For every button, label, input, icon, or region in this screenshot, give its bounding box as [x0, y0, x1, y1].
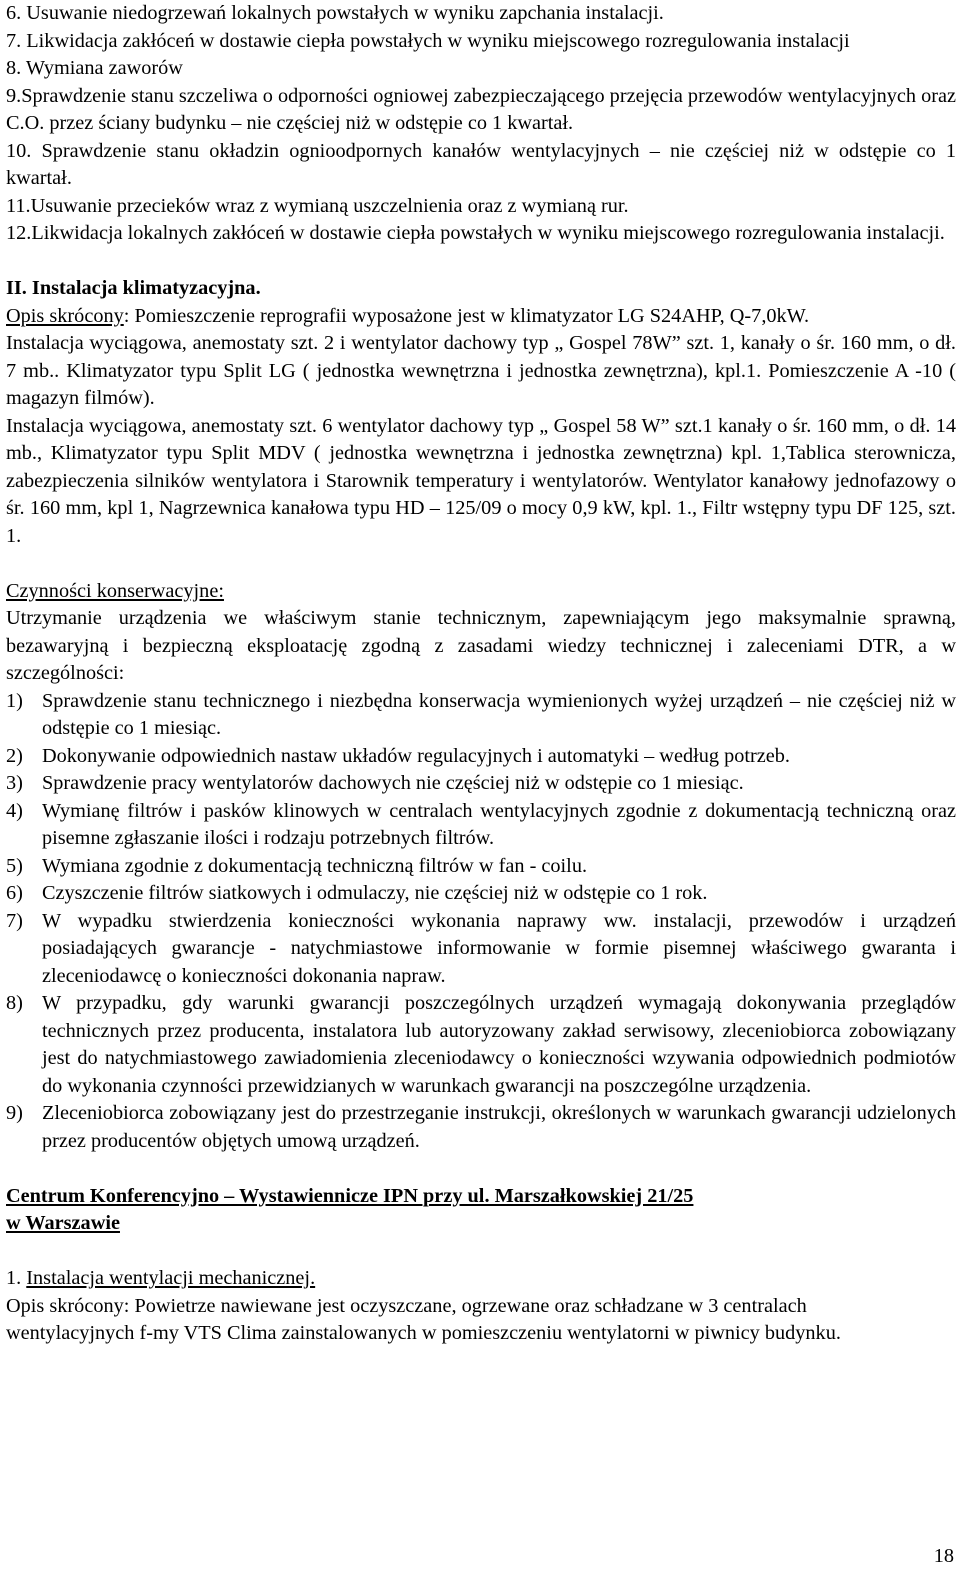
list-item-text: W przypadku, gdy warunki gwarancji poszczególnych urządzeń wymagają dokonywania przeglądów technicznych przez producenta, instalatora lub autoryzowany zakład serwisowy, zleceniobiorca zobowiązany jest do natychmiastowego zawiadomienia zleceniodawcy o konieczności wzywania odpowiednich podmiotów do wykonania czynności przewidzianych w warunkach gwarancji na poszczególne urządzenia.	[42, 992, 956, 1097]
list-item-text: Sprawdzenie stanu technicznego i niezbędna konserwacja wymienionych wyżej urządzeń – nie częściej niż w odstępie co 1 miesiąc.	[42, 689, 956, 739]
centrum-subheading	[6, 1265, 956, 1293]
page-number: 18	[933, 1545, 954, 1567]
list-item-6: 6. Usuwanie niedogrzewań lokalnych powstałych w wyniku zapchania instalacji.	[6, 2, 664, 24]
list-item-number: 2)	[6, 744, 23, 767]
list-item-8: 8. Wymiana zaworów	[6, 57, 183, 79]
list-item-text: Dokonywanie odpowiednich nastaw układów regulacyjnych i automatyki – według potrzeb.	[42, 744, 790, 767]
centrum-heading-line-1: Centrum Konferencyjno – Wystawiennicze IPN przy ul. Marszałkowskiej 21/25	[6, 1184, 694, 1207]
subheading-number: 1.	[6, 1267, 27, 1289]
document-page	[6, 0, 956, 1348]
list-item-number: 4)	[6, 799, 23, 822]
list-item-number: 7)	[6, 909, 23, 932]
list-item-text: Czyszczenie filtrów siatkowych i odmulaczy, nie częściej niż w odstępie co 1 rok.	[42, 882, 708, 904]
list-item	[6, 743, 956, 771]
centrum-heading-line-2: w Warszawie	[6, 1212, 120, 1234]
list-item-10: 10. Sprawdzenie stanu okładzin ognioodpornych kanałów wentylacyjnych – nie częściej niż w odstępie co 1 kwartał.	[6, 139, 956, 189]
maintenance-intro: Utrzymanie urządzenia we właściwym stanie technicznym, zapewniającym jego maksymalnie sprawną, bezawaryjną i bezpieczną eksploatację zgodną z zasadami wiedzy technicznej i zaleceniami DTR, a w szczególności:	[6, 607, 956, 684]
short-description-label: Opis skrócony	[6, 304, 124, 327]
installation-paragraph-1: Instalacja wyciągowa, anemostaty szt. 2 i wentylator dachowy typ „ Gospel 78W” szt. 1, kanały o śr. 160 mm, o dł. 7 mb.. Klimatyzator typu Split LG ( jednostka wewnętrzna i jednostka zewnętrzna), kpl.1. Pomieszczenie A -10 ( magazyn filmów).	[6, 332, 956, 409]
list-item-text: Sprawdzenie pracy wentylatorów dachowych nie częściej niż w odstępie co 1 miesiąc.	[42, 772, 744, 794]
list-item-text: Wymianę filtrów i pasków klinowych w centralach wentylacyjnych zgodnie z dokumentacją techniczną oraz pisemne zgłaszanie ilości i rodzaju potrzebnych filtrów.	[42, 799, 956, 849]
list-item	[6, 880, 956, 908]
list-item-text: Wymiana zgodnie z dokumentacją techniczną filtrów w fan - coilu.	[42, 854, 588, 877]
list-item-text: Zleceniobiorca zobowiązany jest do przestrzeganie instrukcji, określonych w warunkach gwarancji udzielonych przez producentów objętych umową urządzeń.	[42, 1102, 956, 1152]
top-list	[6, 0, 956, 248]
list-item	[6, 688, 956, 743]
list-item-number: 3)	[6, 772, 23, 794]
list-item-7: 7. Likwidacja zakłóceń w dostawie ciepła powstałych w wyniku miejscowego rozregulowania instalacji	[6, 29, 850, 52]
short-description-text: : Pomieszczenie reprografii wyposażone jest w klimatyzator LG S24AHP, Q-7,0kW.	[123, 304, 810, 327]
list-item-number: 8)	[6, 992, 23, 1014]
list-item-number: 9)	[6, 1102, 23, 1124]
list-item-12: 12.Likwidacja lokalnych zakłóceń w dostawie ciepła powstałych w wyniku miejscowego rozregulowania instalacji.	[6, 222, 945, 244]
section-air-conditioning	[6, 275, 956, 550]
subheading-title: Instalacja wentylacji mechanicznej.	[26, 1267, 316, 1289]
centrum-section	[6, 1183, 956, 1348]
maintenance-list	[6, 688, 956, 1156]
maintenance-section	[6, 578, 956, 1156]
installation-paragraph-2: Instalacja wyciągowa, anemostaty szt. 6 wentylator dachowy typ „ Gospel 58 W” szt.1 kanały o śr. 160 mm, o dł. 14 mb., Klimatyzator typu Split MDV ( jednostka wewnętrzna i jednostka zewnętrzna) kpl. 1,Tablica sterownicza, zabezpieczenia silników wentylatora i Starownik temperatury i wentylatorów. Wentylator kanałowy jednofazowy o śr. 160 mm, kpl 1, Nagrzewnica kanałowa typu HD – 125/09 o mocy 0,9 kW, kpl. 1., Filtr wstępny typu DF 125, szt. 1.	[6, 414, 956, 547]
list-item	[6, 1100, 956, 1155]
list-item-number: 5)	[6, 854, 23, 877]
section-heading: II. Instalacja klimatyzacyjna.	[6, 277, 261, 299]
list-item	[6, 908, 956, 991]
list-item-11: 11.Usuwanie przecieków wraz z wymianą uszczelnienia oraz z wymianą rur.	[6, 194, 629, 217]
centrum-description: Opis skrócony: Powietrze nawiewane jest oczyszczane, ogrzewane oraz schładzane w 3 centralach wentylacyjnych f-my VTS Clima zainstalowanych w pomieszczeniu wentylatorni w piwnicy budynku.	[6, 1294, 841, 1344]
list-item	[6, 798, 956, 853]
maintenance-heading: Czynności konserwacyjne:	[6, 579, 224, 602]
list-item	[6, 853, 956, 881]
list-item-number: 6)	[6, 882, 23, 904]
short-description	[6, 303, 956, 331]
list-item-text: W wypadku stwierdzenia konieczności wykonania naprawy ww. instalacji, przewodów i urządzeń posiadających gwarancje - natychmiastowe informowanie w formie pisemnej właściwego gwaranta i zleceniodawcę o konieczności dokonania napraw.	[42, 909, 956, 987]
list-item	[6, 770, 956, 798]
list-item-9: 9.Sprawdzenie stanu szczeliwa o odporności ogniowej zabezpieczającego przejęcia przewodów wentylacyjnych oraz C.O. przez ściany budynku – nie częściej niż w odstępie co 1 kwartał.	[6, 84, 956, 134]
list-item-number: 1)	[6, 689, 23, 712]
list-item	[6, 990, 956, 1100]
